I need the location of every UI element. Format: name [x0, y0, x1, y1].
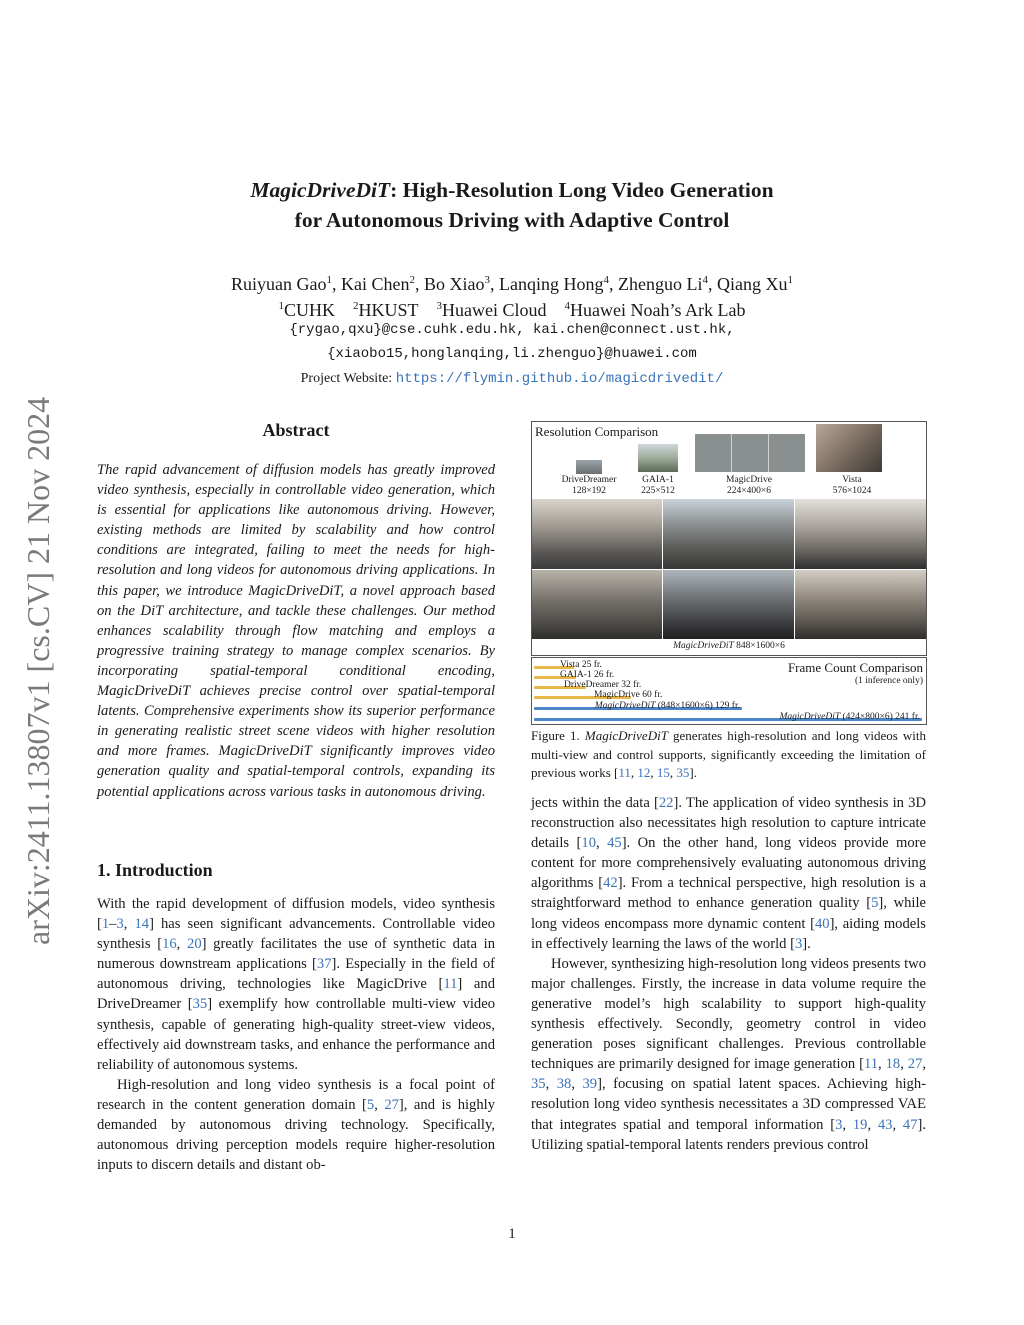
citation-link[interactable]: 3	[116, 916, 124, 933]
author-name: Qiang Xu	[716, 274, 788, 294]
paper-title	[0, 175, 1024, 235]
author-affiliation-mark: 1	[326, 274, 333, 286]
intro-paragraph-3: jects within the data [22]. The application of video synthesis in 3D reconstruction also necessitates high resolution to capture intricate details [10, 45]. On the other hand, long videos provide more content for more comprehensively evaluating autonomous driving algorithms [42]. From a technical perspective, high resolution is a straightforward method to enhance generation quality [5], while long videos encompass more dynamic content [40], aiding models in effectively learning the laws of the world [3].	[531, 795, 926, 952]
intro-paragraph-1: With the rapid development of diffusion models, video synthesis [1–3, 14] has seen significant advancements. Controllable video synthesis [16, 20] greatly facilitates the use of synthetic data in numerous downstream applications [37]. Especially in the field of autonomous driving, technologies like MagicDrive [11] and DriveDreamer [35] exemplify how controllable multi-view video synthesis, capable of generating high-quality street-view videos, effectively aid downstream tasks, and enhance the performance and reliability of autonomous systems.	[97, 896, 496, 1073]
affiliation-mark: 4	[564, 300, 571, 312]
citation-link[interactable]: 3	[794, 935, 803, 952]
author-affiliation-mark: 1	[787, 274, 793, 286]
thumb-gaia1	[638, 444, 678, 472]
title-line1: : High-Resolution Long Video Generation	[390, 178, 774, 202]
page-number: 1	[508, 1226, 516, 1242]
author-affiliation-mark: 2	[409, 274, 415, 286]
main-video-label: MagicDriveDiT 848×1600×6	[673, 641, 785, 651]
citation-link[interactable]: 11	[618, 765, 631, 780]
thumb-label-vista: Vista 576×1024	[832, 475, 872, 496]
title-line2: for Autonomous Driving with Adaptive Control	[294, 208, 730, 232]
citation-link[interactable]: 11	[863, 1056, 879, 1073]
frame-count-bar-label: Vista 25 fr.	[560, 660, 602, 670]
citation-link[interactable]: 1	[101, 916, 110, 933]
citation-link[interactable]: 27	[907, 1056, 923, 1073]
author-affiliation-mark: 4	[702, 274, 708, 286]
resolution-comparison-title: Resolution Comparison	[535, 424, 659, 439]
intro-column-right	[531, 793, 926, 1155]
affiliation-name: CUHK	[284, 300, 336, 320]
abstract-heading: Abstract	[262, 420, 330, 440]
affiliation-list	[0, 294, 1024, 322]
citation-link[interactable]: 38	[556, 1076, 572, 1093]
figure-frame-count-comparison	[531, 657, 927, 725]
website-link[interactable]: https://flymin.github.io/magicdrivedit/	[395, 371, 724, 387]
thumb-magicdrive	[695, 434, 805, 472]
email-line-2: {xiaobo15,honglanqing,li.zhenguo}@huawei.com	[327, 346, 697, 362]
intro-column-left	[97, 894, 495, 1175]
citation-link[interactable]: 15	[656, 765, 670, 780]
figure-resolution-comparison	[531, 421, 927, 656]
citation-link[interactable]: 27	[384, 1096, 399, 1113]
citation-link[interactable]: 40	[814, 915, 830, 932]
citation-link[interactable]: 11	[443, 976, 458, 993]
citation-link[interactable]: 12	[637, 765, 651, 780]
frame-count-subtitle: (1 inference only)	[854, 676, 923, 686]
section-heading-introduction: 1. Introduction	[97, 860, 213, 880]
figure-1-caption: Figure 1. MagicDriveDiT generates high-resolution and long videos with multi-view and control supports, significantly exceeding the limitation of previous works [11, 12, 15, 35].	[531, 728, 926, 780]
author-affiliation-mark: 4	[603, 274, 609, 286]
view-front	[663, 499, 794, 569]
intro-paragraph-2: High-resolution and long video synthesis is a focal point of research in the content generation domain [5, 27], and is highly demanded by autonomous driving technology. Specifically, autonomous driving perception models require higher-resolution inputs to discern details and distant ob-	[97, 1076, 495, 1174]
citation-link[interactable]: 3	[835, 1116, 843, 1133]
citation-link[interactable]: 42	[603, 875, 618, 892]
view-back	[663, 570, 794, 639]
citation-link[interactable]: 35	[192, 996, 208, 1013]
citation-link[interactable]: 10	[581, 835, 596, 852]
title-method-name: MagicDriveDiT	[250, 178, 391, 202]
citation-link[interactable]: 47	[902, 1116, 918, 1133]
citation-link[interactable]: 16	[162, 936, 177, 953]
affiliation-mark: 2	[353, 300, 359, 312]
author-list: Ruiyuan Gao$^1$, Kai Chen$^2$, Bo Xiao$^3$, Lanqing Hong$^4$, Zhenguo Li$^4$, Qiang Xu$^1$	[231, 274, 793, 294]
frame-count-bar-label: DriveDreamer 32 fr.	[564, 680, 642, 690]
frame-count-title: Frame Count Comparison	[787, 660, 923, 675]
thumb-vista	[816, 424, 882, 472]
view-back-left	[532, 570, 662, 639]
thumb-label-gaia1: GAIA-1 225×512	[641, 475, 675, 496]
thumb-label-drivedreamer: DriveDreamer 128×192	[561, 475, 617, 496]
citation-link[interactable]: 45	[607, 835, 622, 852]
citation-link[interactable]: 37	[316, 956, 332, 973]
citation-link[interactable]: 35	[676, 765, 690, 780]
website-label: Project Website:	[300, 371, 393, 386]
citation-link[interactable]: 35	[531, 1076, 546, 1093]
project-website	[0, 369, 1024, 389]
citation-link[interactable]: 19	[852, 1116, 868, 1133]
email-line-1: {rygao,qxu}@cse.cuhk.edu.hk, kai.chen@connect.ust.hk,	[289, 322, 735, 338]
author-name: Lanqing Hong	[499, 274, 604, 294]
thumb-drivedreamer	[576, 460, 602, 474]
citation-link[interactable]: 5	[366, 1096, 375, 1113]
view-front-left	[532, 499, 662, 569]
caption-method-name: MagicDriveDiT	[584, 728, 668, 743]
author-name: Bo Xiao	[424, 274, 485, 294]
frame-count-bar-label: MagicDrive 60 fr.	[594, 690, 663, 700]
citation-link[interactable]: 18	[885, 1056, 901, 1073]
intro-paragraph-4: However, synthesizing high-resolution long videos presents two major challenges. Firstly, the increase in data volume require the generative model’s high scalability to support high-quality synthesis effectively. Secondly, geometry control in video generation poses significant challenges. Previous controllable techniques are primarily designed for image generation [11, 18, 27, 35, 38, 39], focusing on spatial latent spaces. Achieving high-resolution long video synthesis necessitates a 3D compressed VAE that integrates spatial and temporal information [3, 19, 43, 47]. Utilizing spatial-temporal latents renders previous control	[531, 955, 927, 1153]
affiliation-name: Huawei Cloud	[442, 300, 547, 320]
frame-count-bar-label: MagicDriveDiT (424×800×6) 241 fr.	[779, 712, 920, 722]
author-name: Zhenguo Li	[617, 274, 703, 294]
abstract-text: The rapid advancement of diffusion models has greatly improved video synthesis, especially in controllable video generation, which is essential for applications like autonomous driving. However, existing methods are limited by scalability and how control conditions are integrated, failing to meet the needs for high-resolution and long videos for autonomous driving applications. In this paper, we introduce MagicDriveDiT, a novel approach based on the DiT architecture, and tackle these challenges. Our method enhances scalability through flow matching and employs a progressive training strategy to manage complex scenarios. By incorporating spatial-temporal conditional encoding, MagicDriveDiT achieves precise control over spatial-temporal latents. Comprehensive experiments show its superior performance in generating realistic street scene videos with higher resolution and more frames. MagicDriveDiT significantly improves video generation quality and spatial-temporal controls, expanding its potential applications across various tasks in autonomous driving.	[97, 462, 495, 800]
citation-link[interactable]: 5	[871, 895, 879, 912]
thumb-label-magicdrive: MagicDrive 224×400×6	[726, 475, 772, 496]
author-name: Ruiyuan Gao	[231, 274, 327, 294]
citation-link[interactable]: 22	[658, 795, 674, 811]
caption-label: Figure 1.	[531, 728, 585, 743]
citation-link[interactable]: 39	[582, 1076, 598, 1093]
view-front-right	[795, 499, 926, 569]
author-name: Kai Chen	[341, 274, 410, 294]
arxiv-sidebar-stamp: arXiv:2411.13807v1 [cs.CV] 21 Nov 2024	[20, 396, 56, 945]
citation-link[interactable]: 14	[134, 916, 150, 933]
view-back-right	[795, 570, 926, 639]
affiliation-name: HKUST	[358, 300, 419, 320]
affiliation-name: Huawei Noah’s Ark Lab	[570, 300, 746, 320]
citation-link[interactable]: 43	[877, 1116, 893, 1133]
affiliation-mark: 1	[278, 300, 284, 312]
affiliation-mark: 3	[436, 300, 443, 312]
citation-link[interactable]: 20	[187, 936, 202, 953]
author-affiliation-mark: 3	[484, 274, 490, 286]
frame-count-bar-label: GAIA-1 26 fr.	[560, 670, 615, 680]
frame-count-bar-label: MagicDriveDiT (848×1600×6) 129 fr.	[594, 701, 740, 711]
